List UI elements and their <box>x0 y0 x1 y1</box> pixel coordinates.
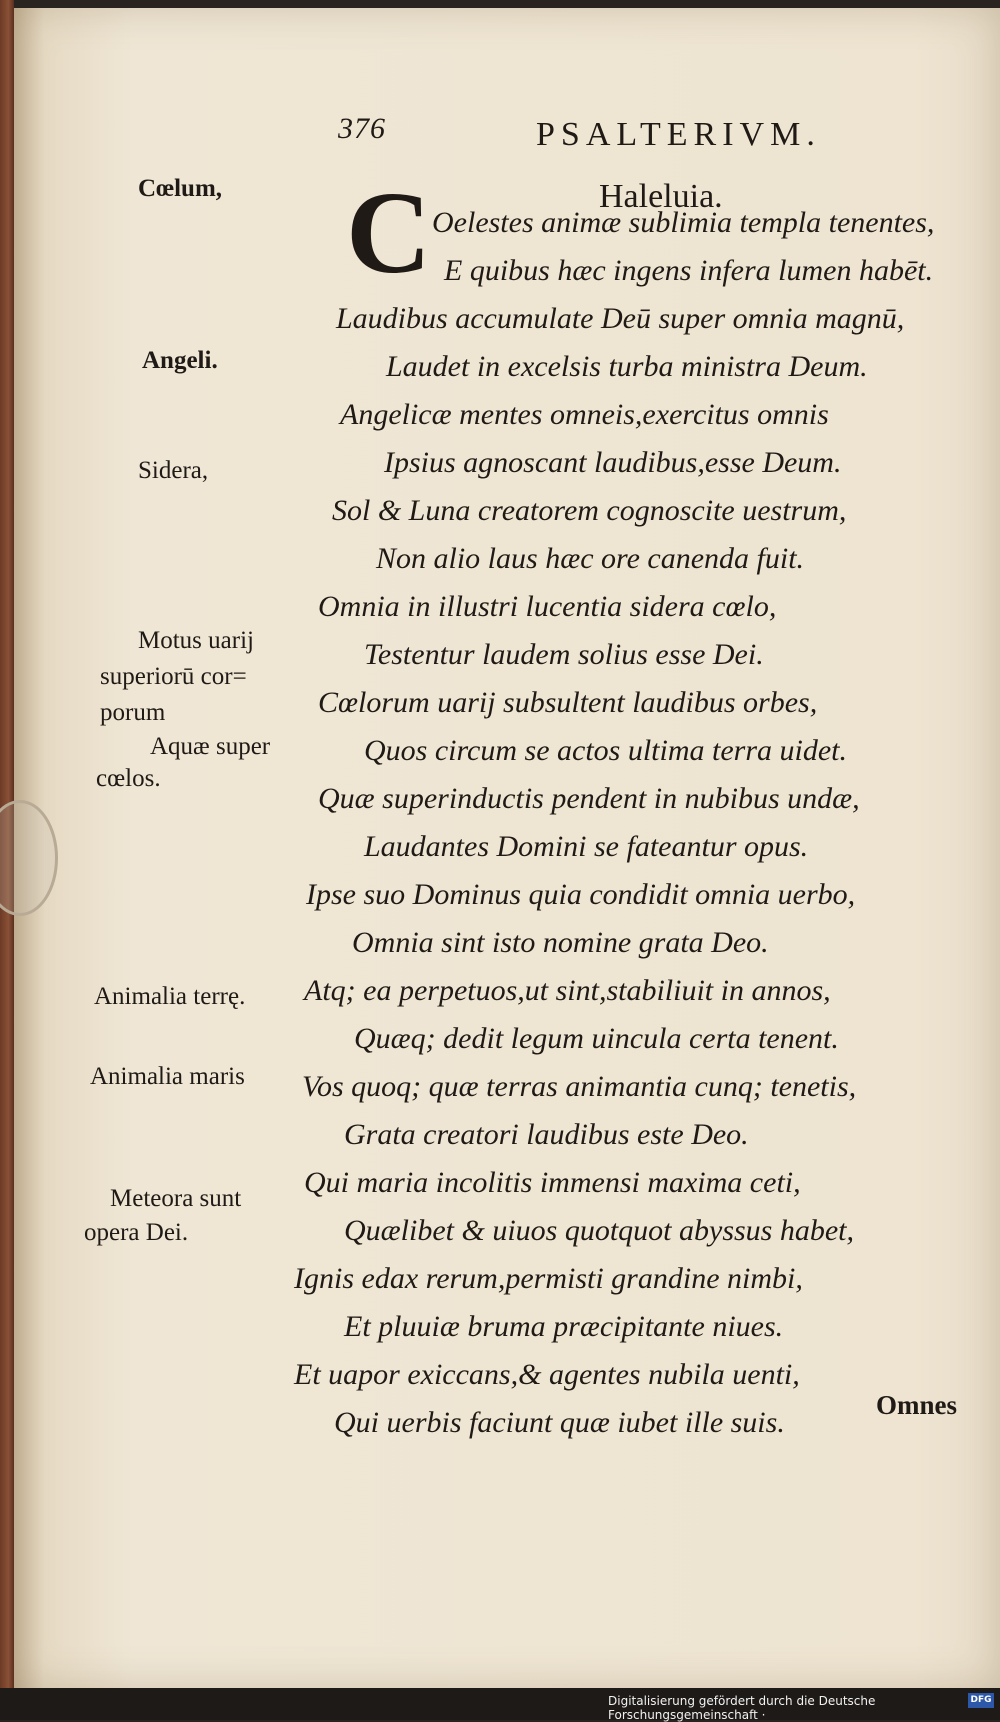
verse-line: Ipsius agnoscant laudibus,esse Deum. <box>384 446 842 479</box>
verse-line: Sol & Luna creatorem cognoscite uestrum, <box>332 494 847 527</box>
digitization-credit: Digitalisierung gefördert durch die Deutsche Forschungsgemeinschaft · <box>608 1694 876 1722</box>
verse-line: Quos circum se actos ultima terra uidet. <box>364 734 848 767</box>
margin-note: Animalia terrę. <box>94 983 246 1010</box>
verse-line: Omnia sint isto nomine grata Deo. <box>352 926 769 959</box>
margin-note: Sidera, <box>138 457 209 484</box>
verse-line: E quibus hæc ingens infera lumen habēt. <box>444 254 934 287</box>
verse-line: Angelicæ mentes omneis,exercitus omnis <box>340 398 829 431</box>
margin-note: Angeli. <box>142 347 218 374</box>
margin-note: opera Dei. <box>84 1219 189 1246</box>
psalm-subtitle: Haleluia. <box>599 178 723 215</box>
page-number: 376 <box>338 112 386 145</box>
verse-line: Et uapor exiccans,& agentes nubila uenti, <box>294 1358 800 1391</box>
verse-line: Quæq; dedit legum uincula certa tenent. <box>354 1022 839 1055</box>
verse-line: Quælibet & uiuos quotquot abyssus habet, <box>344 1214 854 1247</box>
verse-line: Vos quoq; quæ terras animantia cunq; tenetis, <box>302 1070 857 1103</box>
verse-line: Laudet in excelsis turba ministra Deum. <box>386 350 868 383</box>
verse-line: Laudantes Domini se fateantur opus. <box>364 830 809 863</box>
verse-line: Qui uerbis faciunt quæ iubet ille suis. <box>334 1406 785 1439</box>
margin-note: Cœlum, <box>138 175 223 202</box>
verse-line: Ignis edax rerum,permisti grandine nimbi, <box>294 1262 803 1295</box>
catchword: Omnes <box>876 1390 957 1420</box>
verse-line: Atq; ea perpetuos,ut sint,stabiliuit in annos, <box>304 974 831 1007</box>
margin-note: Animalia maris <box>90 1063 245 1090</box>
dfg-logo: DFG <box>968 1693 994 1708</box>
verse-line: Testentur laudem solius esse Dei. <box>364 638 764 671</box>
verse-line: Qui maria incolitis immensi maxima ceti, <box>304 1166 801 1199</box>
verse-line: Ipse suo Dominus quia condidit omnia uerbo, <box>306 878 856 911</box>
margin-note: porum <box>100 699 166 726</box>
verse-line: Cœlorum uarij subsultent laudibus orbes, <box>318 686 818 719</box>
verse-line: Et pluuiæ bruma præcipitante niues. <box>344 1310 784 1343</box>
verse-line: Omnia in illustri lucentia sidera cœlo, <box>318 590 777 623</box>
verse-line: Non alio laus hæc ore canenda fuit. <box>376 542 805 575</box>
verse-line: Quæ superinductis pendent in nubibus undæ, <box>318 782 860 815</box>
margin-note: Meteora sunt <box>110 1185 242 1212</box>
margin-note: Motus uarij <box>138 627 254 654</box>
verse-line: Oelestes animæ sublimia templa tenentes, <box>432 206 935 239</box>
drop-capital: C <box>346 167 432 298</box>
margin-note: cœlos. <box>96 765 161 792</box>
verse-line: Laudibus accumulate Deū super omnia magnū, <box>336 302 905 335</box>
margin-note: superiorū cor= <box>100 663 247 690</box>
running-title: PSALTERIVM. <box>536 116 821 153</box>
book-page <box>14 8 1000 1688</box>
margin-note: Aquæ super <box>150 733 271 760</box>
verse-line: Grata creatori laudibus este Deo. <box>344 1118 749 1151</box>
